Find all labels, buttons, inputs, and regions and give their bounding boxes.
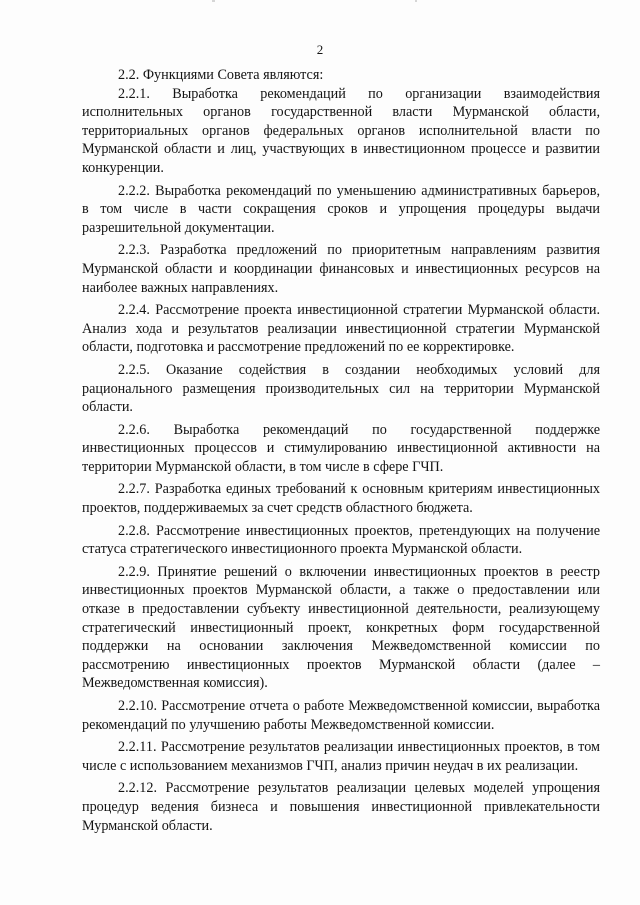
item-text: Разработка единых требований к основным критериям инвестиционных проектов, поддерживаемых за счет средств областного бюджета. <box>82 481 600 517</box>
item-number: 2.2.4. <box>118 302 150 319</box>
list-item <box>82 738 600 775</box>
item-number: 2.2.9. <box>118 563 150 580</box>
item-number: 2.2.3. <box>118 242 150 259</box>
list-item <box>82 182 600 238</box>
list-item <box>82 241 600 297</box>
list-item <box>82 301 600 357</box>
list-item <box>82 361 600 417</box>
list-item <box>82 522 600 559</box>
item-text: Выработка рекомендаций по уменьшению административных барьеров, в том числе в части сокращения сроков и упрощения процедуры выдачи разрешительной документации. <box>82 182 601 236</box>
list-item <box>82 563 600 693</box>
item-number: 2.2.7. <box>118 481 150 498</box>
item-text: Принятие решений о включении инвестиционных проектов в реестр инвестиционных проектов Мурманской области, а также о предоставлении или отказе в предоставлении субъекту инвестиционной деятельности, реализующему стратегический инвестиционный проект, конкретных форм государственной поддержки на основании заключения Межведомственной комиссии по рассмотрению инвестиционных проектов Мурманской области (далее – Межведомственная комиссия). <box>82 563 600 692</box>
list-item <box>82 697 600 734</box>
list-item <box>82 779 600 835</box>
item-number: 2.2.6. <box>118 421 150 438</box>
item-text: Рассмотрение инвестиционных проектов, претендующих на получение статуса стратегического инвестиционного проекта Мурманской области. <box>82 522 600 558</box>
section-intro: 2.2. Функциями Совета являются: <box>118 67 324 83</box>
document-body <box>82 66 600 839</box>
item-text: Рассмотрение результатов реализации целевых моделей упрощения процедур ведения бизнеса и повышения инвестиционной привлекательности Мурманской области. <box>82 780 600 834</box>
scan-mark <box>415 0 417 2</box>
item-number: 2.2.2. <box>118 182 150 199</box>
page-number: 2 <box>316 42 324 57</box>
item-text: Выработка рекомендаций по организации взаимодействия исполнительных органов государственной власти Мурманской области, территориальных органов федеральных органов исполнительной власти по Мурманской области и лиц, участвующих в инвестиционном процессе и развитии конкуренции. <box>82 85 600 176</box>
list-item <box>82 85 600 178</box>
item-number: 2.2.8. <box>118 522 150 539</box>
item-text: Рассмотрение результатов реализации инвестиционных проектов, в том числе с использованием механизмов ГЧП, анализ причин неудач в их реализации. <box>82 739 601 774</box>
list-item <box>82 480 600 517</box>
item-number: 2.2.10. <box>118 698 158 714</box>
item-text: Рассмотрение отчета о работе Межведомственной комиссии, выработка рекомендаций по улучшению работы Межведомственной комиссии. <box>82 698 600 733</box>
scan-mark <box>212 0 215 2</box>
item-text: Разработка предложений по приоритетным направлениям развития Мурманской области и координации финансовых и инвестиционных ресурсов на наиболее важных направлениях. <box>82 242 600 296</box>
list-item <box>82 421 600 477</box>
item-text: Рассмотрение проекта инвестиционной стратегии Мурманской области. Анализ хода и результатов реализации инвестиционной стратегии Мурманской области, подготовка и рассмотрение предложений по ее корректировке. <box>82 302 601 356</box>
item-number: 2.2.12. <box>118 780 158 797</box>
item-text: Выработка рекомендаций по государственной поддержке инвестиционных процессов и стимулированию инвестиционной активности на территории Мурманской области, в том числе в сфере ГЧП. <box>82 421 601 475</box>
item-number: 2.2.5. <box>118 361 150 378</box>
item-number: 2.2.1. <box>118 85 150 102</box>
item-text: Оказание содействия в создании необходимых условий для рационального размещения производительных сил на территории Мурманской области. <box>82 361 600 416</box>
item-number: 2.2.11. <box>118 739 157 756</box>
